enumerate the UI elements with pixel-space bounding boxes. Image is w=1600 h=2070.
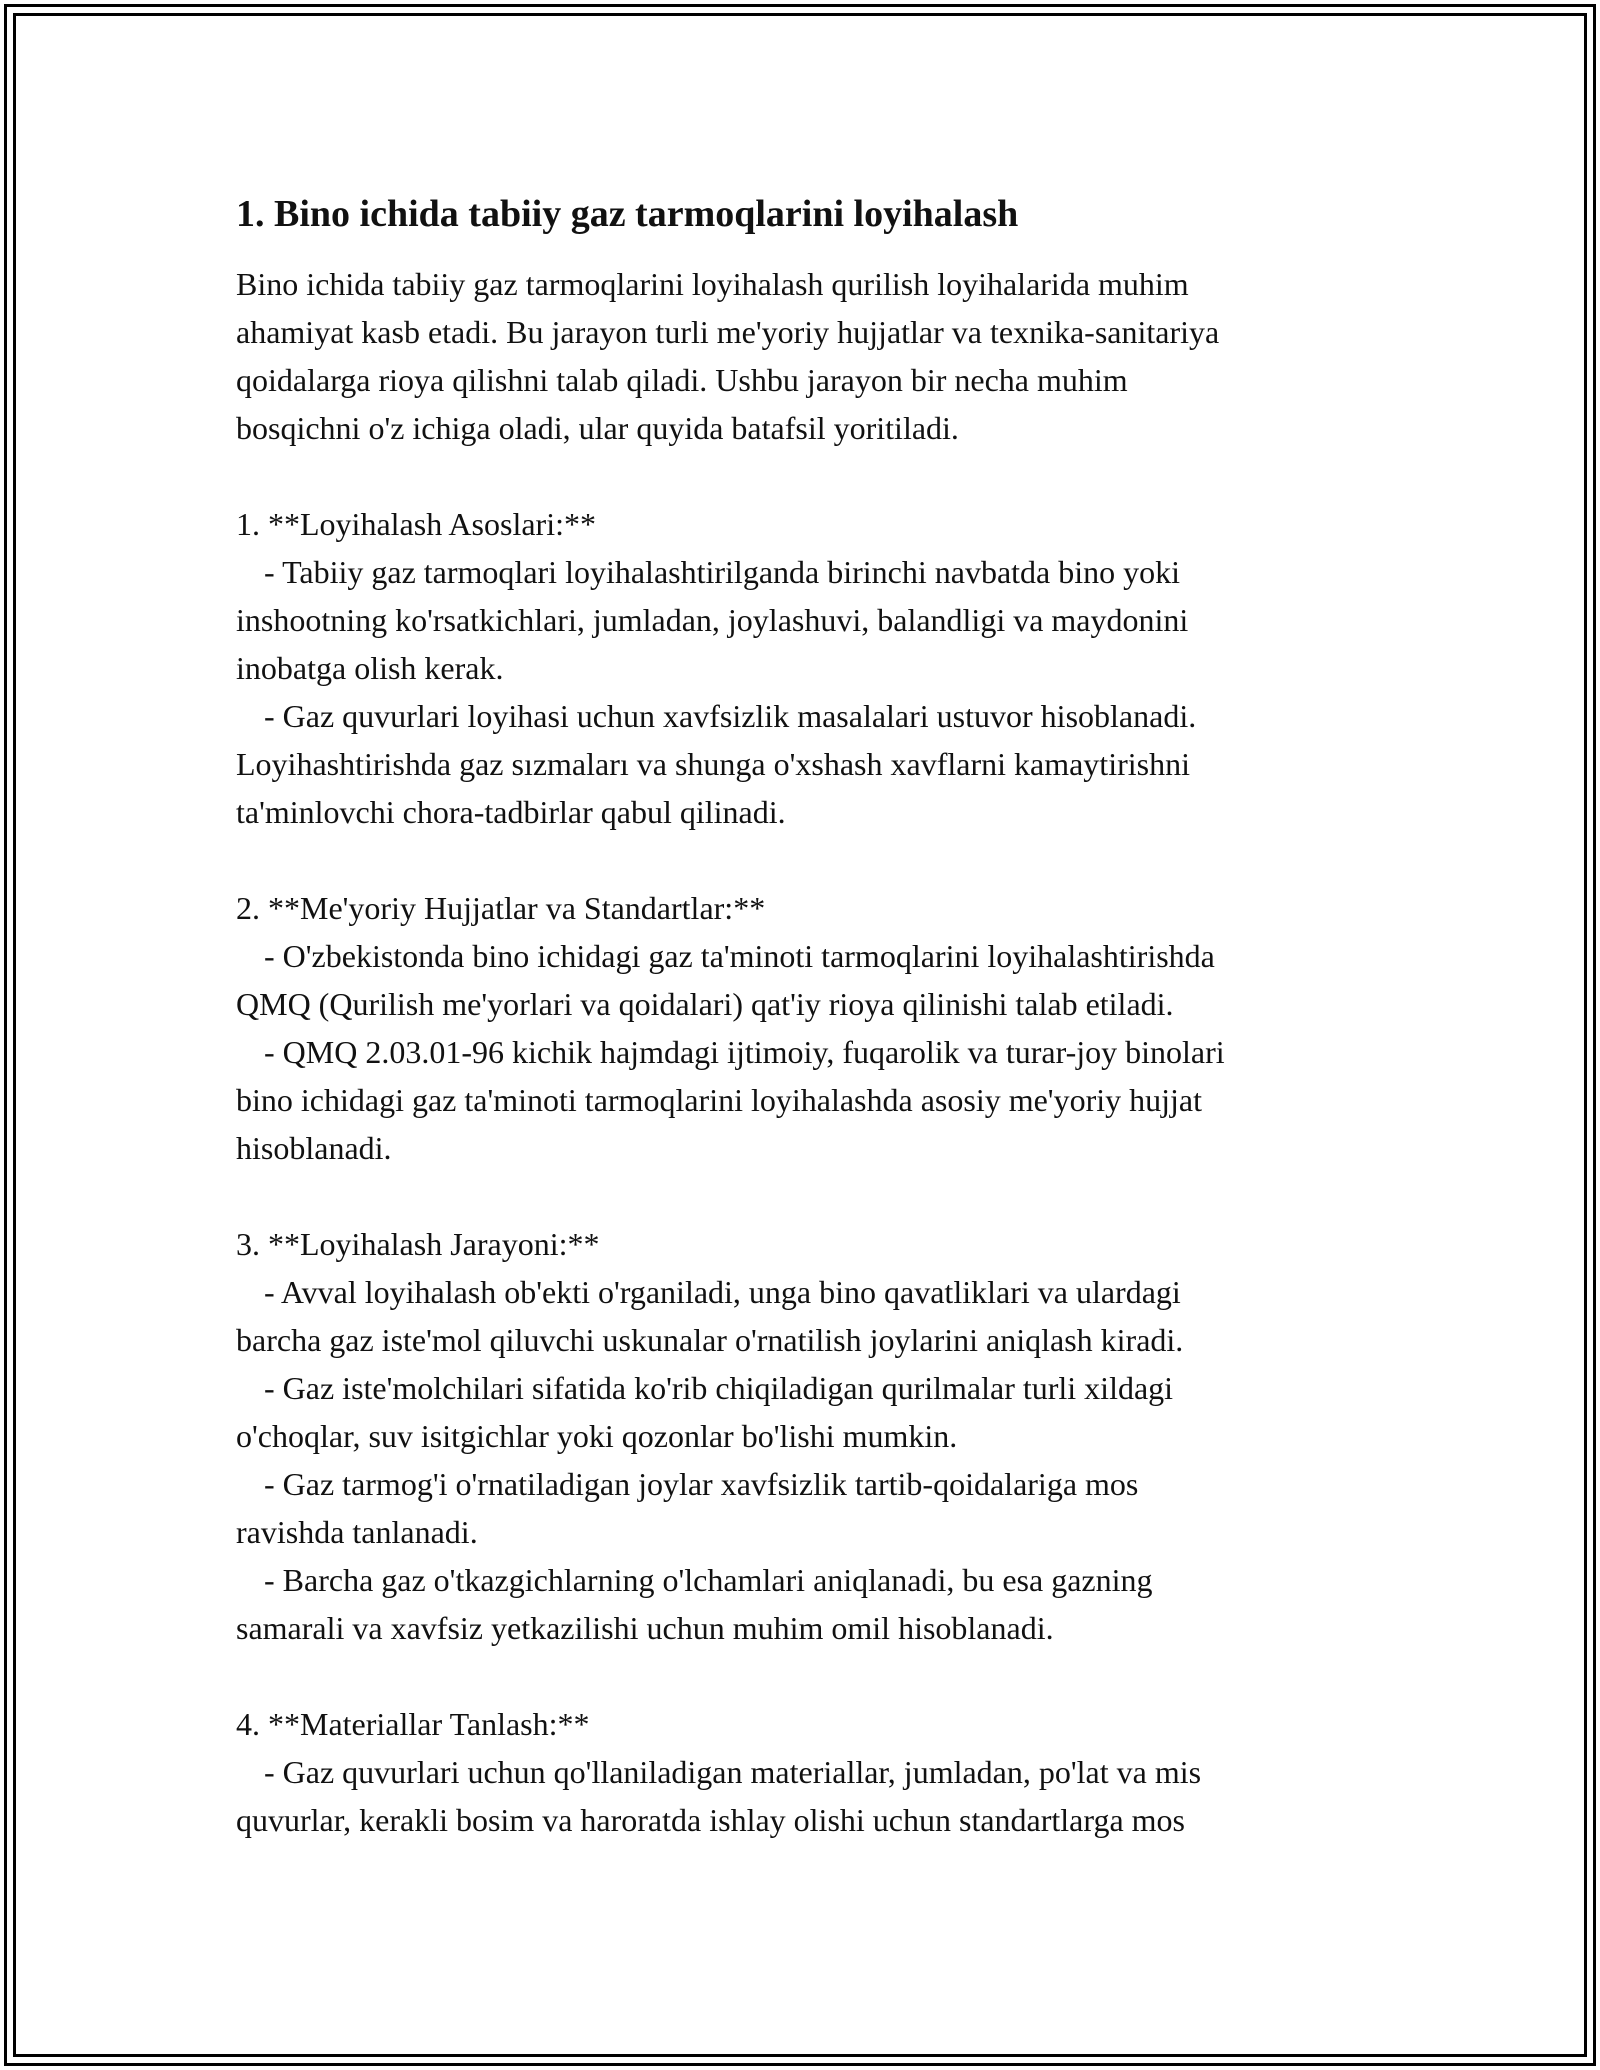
section-heading: 2. **Me'yoriy Hujjatlar va Standartlar:** [236,890,766,926]
page-title: 1. Bino ichida tabiiy gaz tarmoqlarini loyihalash [236,193,1019,235]
intro-paragraph: Bino ichida tabiiy gaz tarmoqlarini loyihalash qurilish loyihalarida muhim ahamiyat kasb etadi. Bu jarayon turli me'yoriy hujjatlar va texnika-sanitariya qoidalarga rioya qilishni talab qiladi. Ushbu jarayon bir necha muhim bosqichni o'z ichiga oladi, ular quyida batafsil yoritiladi. [236,266,1220,446]
list-item [236,1748,1396,1844]
list-item-text: - Avval loyihalash ob'ekti o'rganiladi, unga bino qavatliklari va ulardagi barcha gaz iste'mol qiluvchi uskunalar o'rnatilish joylarini aniqlash kiradi. [236,1274,1184,1358]
list-item-text: - Gaz quvurlari uchun qo'llaniladigan materiallar, jumladan, po'lat va mis quvurlar, kerakli bosim va haroratda ishlay olishi uchun standartlarga mos [236,1754,1202,1838]
section-heading: 3. **Loyihalash Jarayoni:** [236,1226,600,1262]
list-item-text: - Gaz iste'molchilari sifatida ko'rib chiqiladigan qurilmalar turli xildagi o'choqlar, suv isitgichlar yoki qozonlar bo'lishi mumkin. [236,1370,1174,1454]
section-loyihalash-jarayoni [236,1220,1396,1652]
list-item [236,1460,1396,1556]
section-loyihalash-asoslari [236,500,1396,836]
list-item-text: - Gaz quvurlari loyihasi uchun xavfsizlik masalalari ustuvor hisoblanadi. Loyihashtirishda gaz sızmaları va shunga o'xshash xavflarni kamaytirishni ta'minlovchi chora-tadbirlar qabul qilinadi. [236,698,1197,830]
section-heading: 1. **Loyihalash Asoslari:** [236,506,596,542]
list-item-text: - QMQ 2.03.01-96 kichik hajmdagi ijtimoiy, fuqarolik va turar-joy binolari bino ichidagi gaz ta'minoti tarmoqlarini loyihalashda asosiy me'yoriy hujjat hisoblanadi. [236,1034,1225,1166]
list-item [236,692,1396,836]
section-materiallar-tanlash [236,1700,1396,1844]
document-body [236,186,1396,1844]
list-item [236,1556,1396,1652]
list-item-text: - Tabiiy gaz tarmoqlari loyihalashtirilganda birinchi navbatda bino yoki inshootning ko'rsatkichlari, jumladan, joylashuvi, balandligi va maydonini inobatga olish kerak. [236,554,1189,686]
list-item [236,548,1396,692]
list-item [236,1364,1396,1460]
list-item-text: - Barcha gaz o'tkazgichlarning o'lchamlari aniqlanadi, bu esa gazning samarali va xavfsiz yetkazilishi uchun muhim omil hisoblanadi. [236,1562,1153,1646]
list-item [236,1268,1396,1364]
list-item [236,1028,1396,1172]
section-meyoriy-hujjatlar [236,884,1396,1172]
list-item-text: - O'zbekistonda bino ichidagi gaz ta'minoti tarmoqlarini loyihalashtirishda QMQ (Qurilish me'yorlari va qoidalari) qat'iy rioya qilinishi talab etiladi. [236,938,1215,1022]
list-item-text: - Gaz tarmog'i o'rnatiladigan joylar xavfsizlik tartib-qoidalariga mos ravishda tanlanadi. [236,1466,1139,1550]
section-heading: 4. **Materiallar Tanlash:** [236,1706,590,1742]
list-item [236,932,1396,1028]
